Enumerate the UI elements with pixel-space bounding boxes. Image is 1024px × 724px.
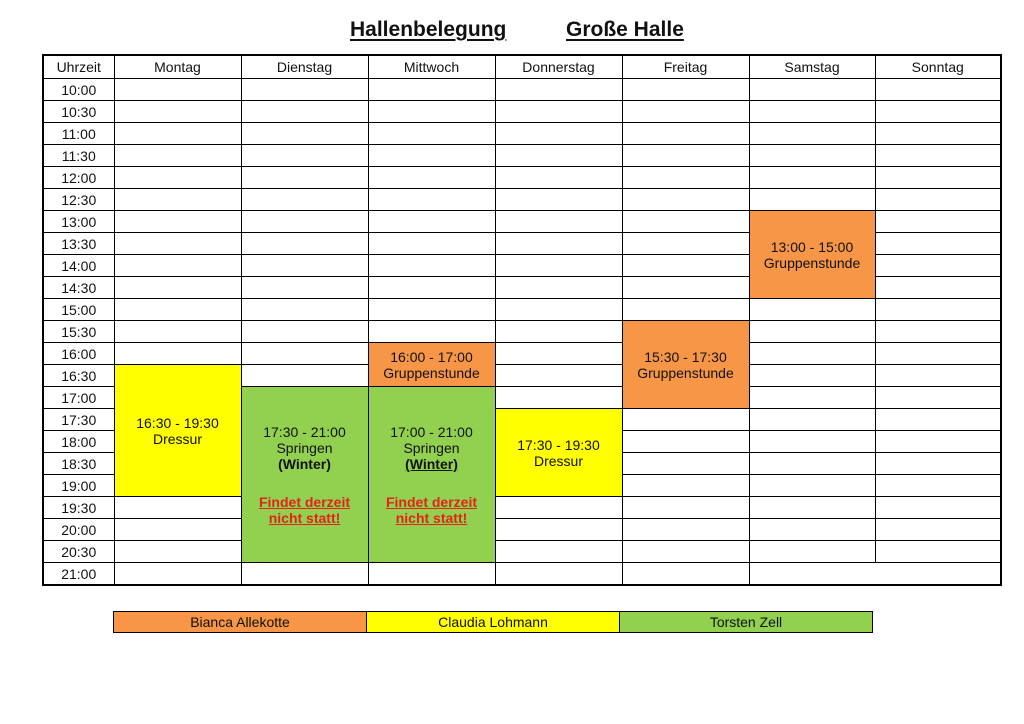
time-cell: 12:00	[43, 167, 114, 189]
block-montag	[114, 365, 241, 497]
header-samstag: Samstag	[749, 55, 875, 79]
table-row	[43, 79, 1001, 101]
legend-item-torsten: Torsten Zell	[620, 612, 873, 633]
time-cell: 10:00	[43, 79, 114, 101]
table-row	[43, 541, 1001, 563]
block-activity: Dressur	[533, 452, 583, 469]
time-cell: 20:30	[43, 541, 114, 563]
header-sonntag: Sonntag	[875, 55, 1001, 79]
block-activity: Gruppenstunde	[637, 364, 734, 381]
time-cell: 11:30	[43, 145, 114, 167]
table-row	[43, 123, 1001, 145]
time-cell: 16:30	[43, 365, 114, 387]
time-cell: 17:00	[43, 387, 114, 409]
table-row	[43, 211, 1001, 233]
block-time: 17:00 - 21:00	[390, 423, 473, 440]
table-row	[43, 321, 1001, 343]
legend-item-bianca: Bianca Allekotte	[114, 612, 367, 633]
header-freitag: Freitag	[622, 55, 749, 79]
block-time: 13:00 - 15:00	[770, 238, 854, 255]
block-note: Findet derzeit	[258, 493, 350, 510]
time-cell: 10:30	[43, 101, 114, 123]
table-row	[43, 145, 1001, 167]
block-note: nicht statt!	[268, 509, 341, 526]
time-cell: 14:30	[43, 277, 114, 299]
table-row	[43, 101, 1001, 123]
header-dienstag: Dienstag	[241, 55, 368, 79]
block-activity: Springen	[403, 439, 460, 456]
table-row	[43, 167, 1001, 189]
time-cell: 14:00	[43, 255, 114, 277]
title-hall: Große Halle	[566, 18, 684, 41]
block-season: (Winter)	[405, 455, 458, 472]
time-cell: 11:00	[43, 123, 114, 145]
header-mittwoch: Mittwoch	[368, 55, 495, 79]
table-row	[43, 189, 1001, 211]
schedule-table	[42, 54, 1002, 586]
block-mittwoch-springen	[368, 387, 495, 563]
time-cell: 19:00	[43, 475, 114, 497]
block-time: 16:30 - 19:30	[136, 414, 219, 431]
time-cell: 13:00	[43, 211, 114, 233]
block-note: Findet derzeit	[385, 493, 477, 510]
block-freitag	[622, 321, 749, 409]
block-activity: Springen	[276, 439, 333, 456]
block-season: (Winter)	[278, 455, 331, 472]
legend	[113, 611, 873, 633]
table-row	[43, 365, 1001, 387]
time-cell: 17:30	[43, 409, 114, 431]
time-cell: 20:00	[43, 519, 114, 541]
time-cell: 12:30	[43, 189, 114, 211]
block-time: 17:30 - 21:00	[263, 423, 346, 440]
block-activity: Gruppenstunde	[763, 254, 861, 271]
table-row	[43, 343, 1001, 365]
table-row	[43, 519, 1001, 541]
block-time: 15:30 - 17:30	[644, 348, 727, 365]
document-title	[0, 18, 1024, 48]
block-time: 16:00 - 17:00	[390, 348, 473, 365]
table-row	[43, 497, 1001, 519]
time-cell: 15:30	[43, 321, 114, 343]
block-activity: Gruppenstunde	[383, 364, 480, 381]
header-donnerstag: Donnerstag	[495, 55, 622, 79]
table-row	[43, 563, 1001, 586]
time-cell: 19:30	[43, 497, 114, 519]
table-row	[43, 299, 1001, 321]
block-note: nicht statt!	[395, 509, 468, 526]
block-samstag	[749, 211, 875, 299]
time-cell: 13:30	[43, 233, 114, 255]
block-activity: Dressur	[152, 430, 202, 447]
block-mittwoch-gruppe	[368, 343, 495, 387]
header-time: Uhrzeit	[43, 55, 114, 79]
legend-item-claudia: Claudia Lohmann	[367, 612, 620, 633]
time-cell: 18:00	[43, 431, 114, 453]
title-main: Hallenbelegung	[350, 18, 507, 41]
block-time: 17:30 - 19:30	[517, 436, 600, 453]
block-dienstag	[241, 387, 368, 563]
header-row	[43, 55, 1001, 79]
time-cell: 18:30	[43, 453, 114, 475]
time-cell: 16:00	[43, 343, 114, 365]
time-cell: 21:00	[43, 563, 114, 586]
block-donnerstag	[495, 409, 622, 497]
header-montag: Montag	[114, 55, 241, 79]
time-cell: 15:00	[43, 299, 114, 321]
